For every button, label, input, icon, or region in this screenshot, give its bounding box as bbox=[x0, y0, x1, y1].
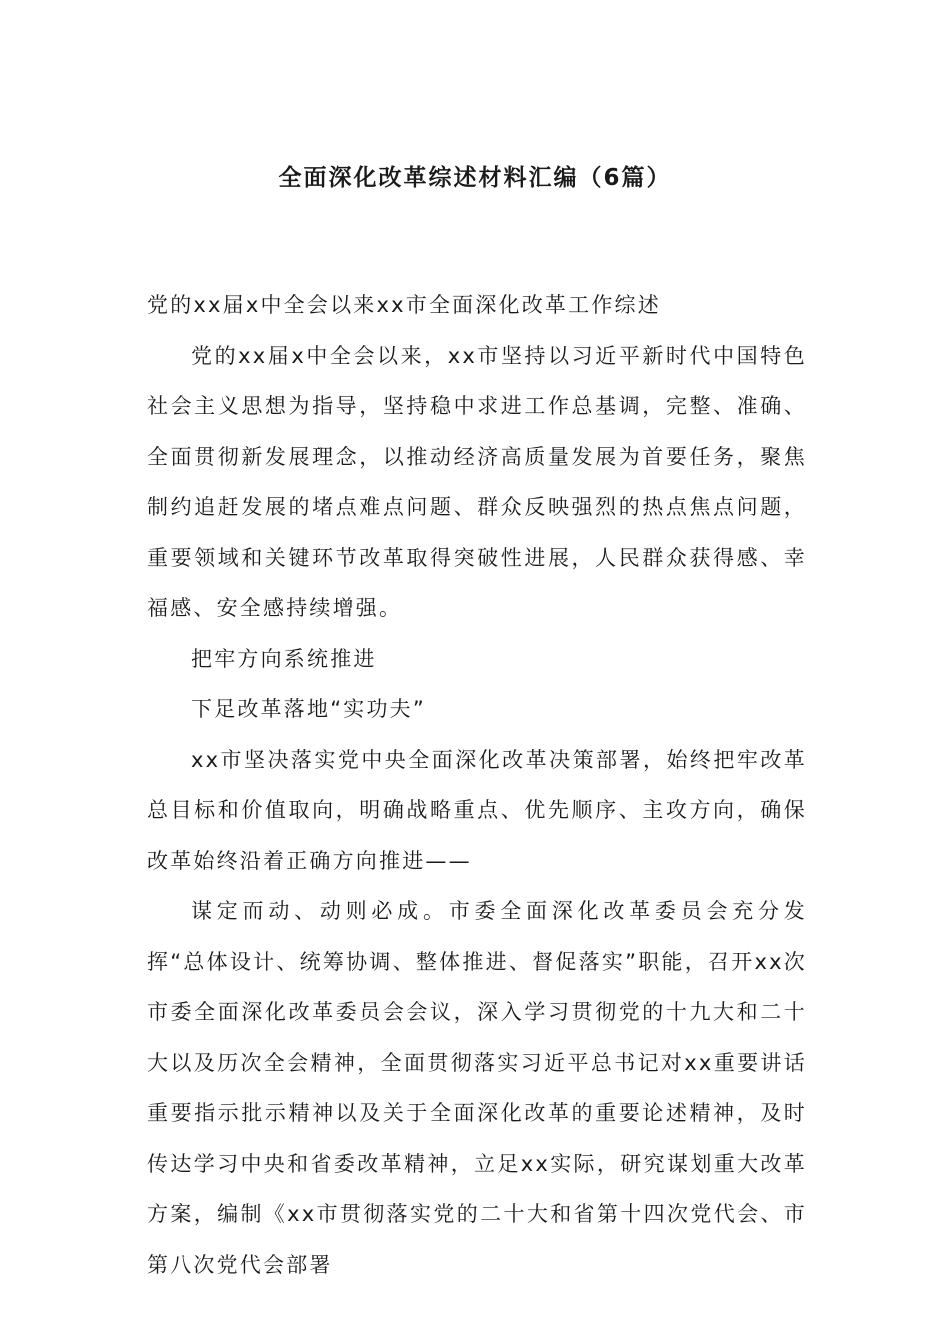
body-paragraph: 谋定而动、动则必成。市委全面深化改革委员会充分发挥“总体设计、统筹协调、整体推进、督促落实”职能，召开xx次市委全面深化改革委员会会议，深入学习贯彻党的十九大和二十大以及历次全会精神，全面贯彻落实习近平总书记对xx重要讲话重要指示批示精神以及关于全面深化改革的重要论述精神，及时传达学习中央和省委改革精神，立足xx实际，研究谋划重大改革方案，编制《xx市贯彻落实党的二十大和省第十四次党代会、市第八次党代会部署 bbox=[147, 899, 807, 1277]
body-paragraph: 党的xx届x中全会以来，xx市坚持以习近平新时代中国特色社会主义思想为指导，坚持稳中求进工作总基调，完整、准确、全面贯彻新发展理念，以推动经济高质量发展为首要任务，聚焦制约追赶发展的堵点难点问题、群众反映强烈的热点焦点问题，重要领域和关键环节改革取得突破性进展，人民群众获得感、幸福感、安全感持续增强。 bbox=[147, 343, 807, 620]
body-paragraph: xx市坚决落实党中央全面深化改革决策部署，始终把牢改革总目标和价值取向，明确战略重点、优先顺序、主攻方向，确保改革始终沿着正确方向推进—— bbox=[147, 747, 807, 873]
subheading: 把牢方向系统推进 bbox=[191, 646, 377, 671]
section-heading: 党的xx届x中全会以来xx市全面深化改革工作综述 bbox=[147, 293, 661, 317]
document-body bbox=[147, 280, 807, 1290]
document-title: 全面深化改革综述材料汇编（6篇） bbox=[278, 165, 672, 191]
subheading: 下足改革落地“实功夫” bbox=[191, 697, 426, 721]
